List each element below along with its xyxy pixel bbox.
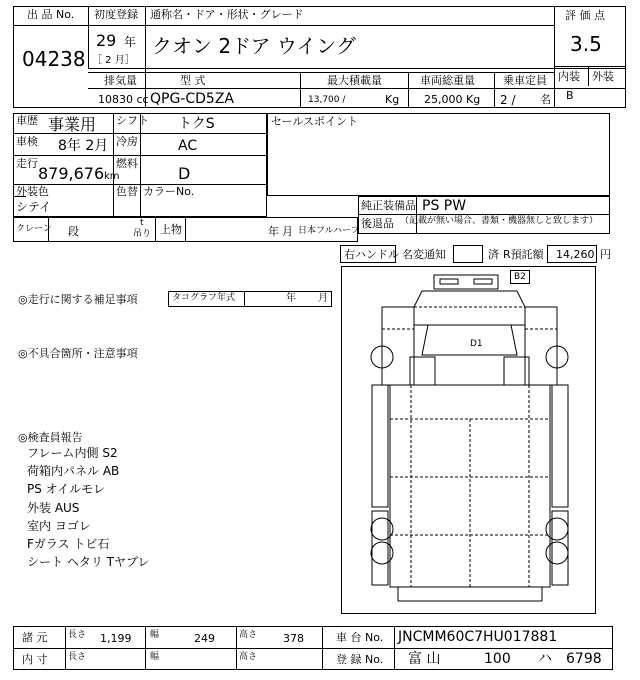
displacement-value: 10830 cc xyxy=(98,93,149,106)
upper-year: 年 xyxy=(268,225,279,238)
capacity-value: 2 / xyxy=(500,93,516,107)
specs-label: 諸 元 xyxy=(22,631,48,644)
overall-grade: 3.5 xyxy=(570,32,602,56)
vehicle-diagram xyxy=(341,266,596,614)
mileage-value: 879,676 xyxy=(38,164,105,183)
truck-outline xyxy=(342,267,597,615)
chassis-number: JNCMM60C7HU017881 xyxy=(398,629,558,645)
registration-region: 富 山 xyxy=(408,651,441,667)
upper-maker: 日本フルハーフ xyxy=(298,226,360,236)
mileage-label: 走行 xyxy=(16,157,38,170)
width-label: 幅 xyxy=(150,630,160,640)
crane-ton: t xyxy=(140,218,144,228)
history-value: 事業用 xyxy=(48,115,97,134)
interior-label: 内装 xyxy=(558,70,580,83)
shift-label: シフト xyxy=(116,114,149,127)
year-unit: 年 xyxy=(124,35,137,49)
fuel-value: D xyxy=(178,164,191,183)
sales-point-label: セールスポイント xyxy=(271,115,359,128)
tacho-month: 月 xyxy=(318,293,328,304)
damage-mark-d1: D1 xyxy=(470,339,483,349)
model-name: クオン 2ドア ウイング xyxy=(152,34,356,58)
damage-mark-b2: B2 xyxy=(510,270,530,284)
grade-label: 評 価 点 xyxy=(565,9,605,22)
registration-number: 6798 xyxy=(566,651,602,667)
inspector-item: 荷箱内パネル AB xyxy=(27,464,120,478)
inspector-item: 外装 AUS xyxy=(27,501,80,515)
shift-value: トクS xyxy=(178,116,215,132)
payload-unit: Kg xyxy=(385,93,400,106)
payload-label: 最大積載量 xyxy=(327,74,382,87)
recycle-unit: 円 xyxy=(600,248,611,261)
chassis-label: 車 台 No. xyxy=(336,631,384,644)
mileage-unit: km xyxy=(104,171,120,182)
inner-width-label: 幅 xyxy=(150,652,160,662)
crane-stage: 段 xyxy=(68,225,79,238)
aftermarket-label: 後退品 xyxy=(361,217,394,230)
registration-kana: ハ xyxy=(538,651,552,667)
inner-height-label: 高さ xyxy=(239,652,258,662)
recycle-value: 14,260 xyxy=(556,248,595,261)
ext-color-value: シテイ xyxy=(16,200,52,214)
capacity-unit: 名 xyxy=(540,93,551,106)
interior-grade: B xyxy=(566,89,574,102)
inner-length-label: 長さ xyxy=(68,652,87,662)
inspection-value: 8年 2月 xyxy=(58,138,109,154)
tacho-year: 年 xyxy=(286,293,296,304)
gross-weight-label: 車両総重量 xyxy=(420,74,475,87)
upper-label: 上物 xyxy=(160,223,182,236)
length-label: 長さ xyxy=(68,630,87,640)
lot-number: 04238 xyxy=(22,47,86,71)
height-label: 高さ xyxy=(239,630,258,640)
displacement-label: 排気量 xyxy=(104,74,137,87)
inspector-label: ◎検査員報告 xyxy=(18,431,83,444)
length-value: 1,199 xyxy=(100,632,132,645)
height-value: 378 xyxy=(283,632,304,645)
ext-color-label: 外装色 xyxy=(16,185,49,198)
handle-side: 右ハンドル xyxy=(344,248,399,261)
inspection-label: 車検 xyxy=(16,135,38,148)
driving-notes-label: ◎走行に関する補足事項 xyxy=(18,293,138,306)
inspector-item: 室内 ヨゴレ xyxy=(27,519,91,533)
lot-label: 出 品 No. xyxy=(27,8,75,21)
factory-equip-label: 純正装備品 xyxy=(361,199,416,212)
tacho-label: タコグラフ年式 xyxy=(172,293,236,303)
inspector-item: PS オイルモレ xyxy=(27,482,106,496)
capacity-label: 乗車定員 xyxy=(503,74,547,87)
width-value: 249 xyxy=(194,632,215,645)
factory-equip-value: PS PW xyxy=(422,198,467,214)
aircon-label: 冷房 xyxy=(116,135,138,148)
defects-label: ◎不具合箇所・注意事項 xyxy=(18,347,138,360)
recycle-label: R預託額 xyxy=(503,248,544,261)
exterior-label: 外装 xyxy=(592,70,614,83)
first-reg-month: ［ 2 月］ xyxy=(92,55,135,66)
fuel-label: 燃料 xyxy=(116,157,138,170)
payload-value: 13,700 / xyxy=(308,95,346,105)
model-code: QPG-CD5ZA xyxy=(150,91,234,107)
first-reg-label: 初度登録 xyxy=(94,8,138,21)
history-label: 車歴 xyxy=(16,114,38,127)
document-label: 済 xyxy=(488,248,499,261)
inspector-item: Fガラス トビ石 xyxy=(27,537,110,551)
first-reg-year: 29 xyxy=(96,31,117,50)
gross-weight-value: 25,000 Kg xyxy=(424,93,481,106)
registration-class: 100 xyxy=(484,651,511,667)
inner-dims-label: 内 寸 xyxy=(22,653,48,666)
registration-label: 登 録 No. xyxy=(336,653,384,666)
aircon-value: AC xyxy=(178,138,198,154)
upper-month: 月 xyxy=(282,225,293,238)
name-label: 通称名・ドア・形状・グレード xyxy=(150,8,304,21)
name-change-label: 名変通知 xyxy=(402,248,446,261)
inspector-item: フレーム内側 S2 xyxy=(27,446,118,460)
aftermarket-note: （記載が無い場合、書類・機器無しと致します） xyxy=(400,216,599,226)
inspector-item: シート ヘタリ Tヤブレ xyxy=(27,555,150,569)
model-code-label: 型 式 xyxy=(180,74,206,87)
crane-lift: 吊り xyxy=(133,229,152,239)
crane-label: クレーン xyxy=(16,224,52,234)
color-change-label: 色替 xyxy=(116,185,138,198)
name-change-box xyxy=(453,245,483,263)
color-code-label: カラーNo. xyxy=(143,185,195,198)
